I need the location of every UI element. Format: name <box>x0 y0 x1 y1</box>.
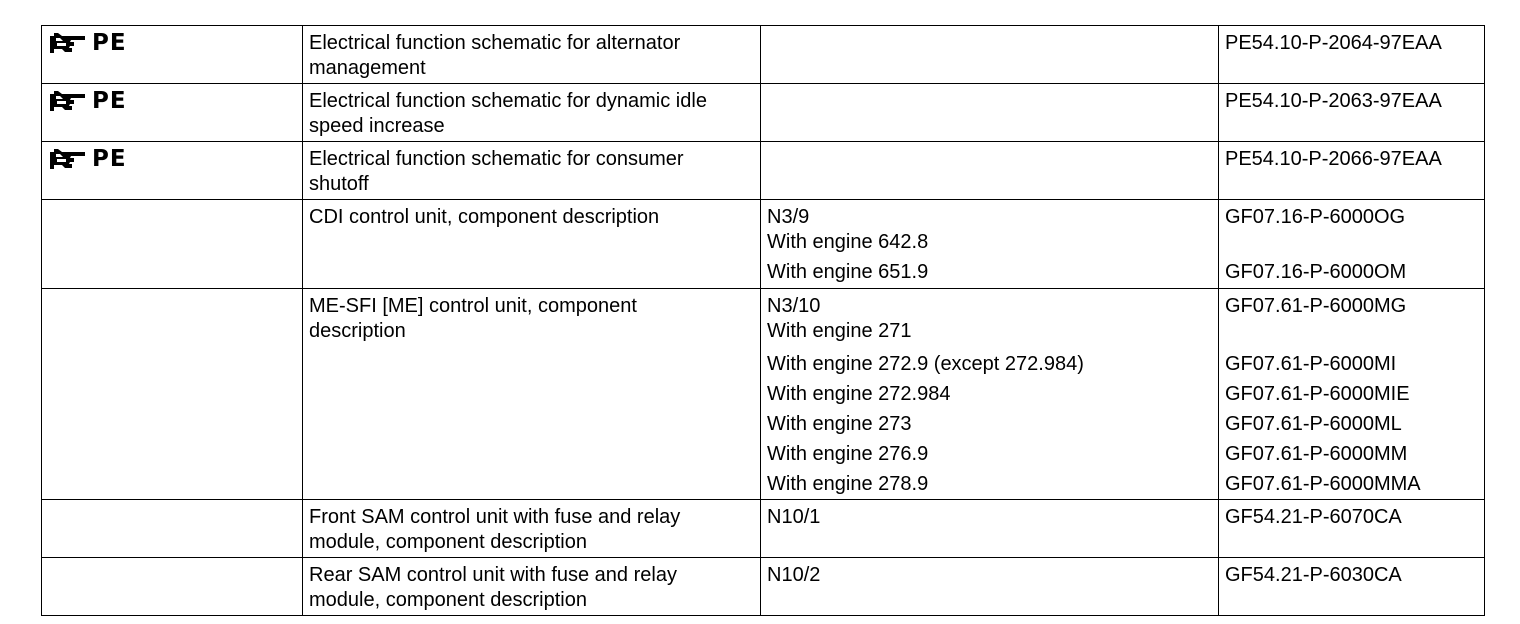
engine-variant: With engine 276.9 <box>767 443 929 465</box>
document-reference-link[interactable]: PE54.10-P-2063-97EAA <box>1225 90 1442 112</box>
pointing-hand-icon <box>48 31 88 57</box>
reference-cell <box>1219 289 1485 500</box>
component-cell <box>761 142 1219 200</box>
component-code: N3/10 <box>767 295 821 317</box>
description-cell <box>303 289 761 500</box>
description-line: Electrical function schematic for dynamic idle <box>309 90 707 112</box>
table-row <box>42 142 1485 200</box>
reference-cell <box>1219 200 1485 289</box>
document-reference-link[interactable]: GF07.61-P-6000MI <box>1225 353 1397 375</box>
engine-variant: With engine 272.9 (except 272.984) <box>767 353 1084 375</box>
reference-cell <box>1219 84 1485 142</box>
table-row <box>42 500 1485 558</box>
description-line: Electrical function schematic for alternator <box>309 32 681 54</box>
description-cell <box>303 26 761 84</box>
description-line: module, component description <box>309 589 587 611</box>
reference-cell <box>1219 142 1485 200</box>
engine-variant: With engine 273 <box>767 413 912 435</box>
description-line: Rear SAM control unit with fuse and relay <box>309 564 677 586</box>
component-code: N3/9 <box>767 206 810 228</box>
document-reference-link[interactable]: GF07.61-P-6000MIE <box>1225 383 1410 405</box>
description-cell <box>303 558 761 616</box>
document-reference-link[interactable]: GF07.61-P-6000ML <box>1225 413 1402 435</box>
pointing-hand-icon <box>48 147 88 173</box>
document-reference-link[interactable]: GF54.21-P-6070CA <box>1225 506 1402 528</box>
document-reference-link[interactable]: PE54.10-P-2064-97EAA <box>1225 32 1442 54</box>
description-line: speed increase <box>309 115 445 137</box>
empty-cell <box>42 558 303 616</box>
description-cell <box>303 142 761 200</box>
document-reference-link[interactable]: GF07.16-P-6000OG <box>1225 206 1406 228</box>
table-row <box>42 84 1485 142</box>
engine-variant: With engine 272.984 <box>767 383 951 405</box>
reference-cell <box>1219 500 1485 558</box>
description-line: CDI control unit, component description <box>309 206 660 228</box>
description-cell <box>303 500 761 558</box>
component-cell <box>761 200 1219 289</box>
pe-label: PE <box>92 88 127 114</box>
component-cell <box>761 289 1219 500</box>
description-line: Front SAM control unit with fuse and relay <box>309 506 681 528</box>
pe-link-cell[interactable] <box>42 142 303 200</box>
engine-variant: With engine 271 <box>767 320 912 342</box>
document-reference-link[interactable]: GF07.61-P-6000MG <box>1225 295 1407 317</box>
empty-cell <box>42 289 303 500</box>
description-line: module, component description <box>309 531 587 553</box>
pe-link-cell[interactable] <box>42 26 303 84</box>
component-cell <box>761 500 1219 558</box>
table-row <box>42 26 1485 84</box>
document-reference-link[interactable]: GF07.61-P-6000MM <box>1225 443 1408 465</box>
empty-cell <box>42 200 303 289</box>
description-line: management <box>309 57 426 79</box>
description-cell <box>303 84 761 142</box>
reference-table <box>41 25 1485 616</box>
reference-cell <box>1219 558 1485 616</box>
document-reference-link[interactable]: GF54.21-P-6030CA <box>1225 564 1402 586</box>
engine-variant: With engine 651.9 <box>767 261 929 283</box>
component-code: N10/2 <box>767 564 821 586</box>
table-row <box>42 200 1485 289</box>
reference-cell <box>1219 26 1485 84</box>
component-cell <box>761 84 1219 142</box>
pe-label: PE <box>92 146 127 172</box>
engine-variant: With engine 642.8 <box>767 231 929 253</box>
component-code: N10/1 <box>767 506 821 528</box>
component-cell <box>761 558 1219 616</box>
engine-variant: With engine 278.9 <box>767 473 929 495</box>
document-reference-link[interactable]: GF07.61-P-6000MMA <box>1225 473 1421 495</box>
pe-label: PE <box>92 30 127 56</box>
component-cell <box>761 26 1219 84</box>
empty-cell <box>42 500 303 558</box>
document-reference-link[interactable]: PE54.10-P-2066-97EAA <box>1225 148 1442 170</box>
pe-link-cell[interactable] <box>42 84 303 142</box>
table-row <box>42 558 1485 616</box>
description-line: description <box>309 320 406 342</box>
description-line: ME-SFI [ME] control unit, component <box>309 295 637 317</box>
table-row <box>42 289 1485 500</box>
pointing-hand-icon <box>48 89 88 115</box>
description-line: Electrical function schematic for consumer <box>309 148 684 170</box>
description-cell <box>303 200 761 289</box>
description-line: shutoff <box>309 173 369 195</box>
document-reference-link[interactable]: GF07.16-P-6000OM <box>1225 261 1407 283</box>
